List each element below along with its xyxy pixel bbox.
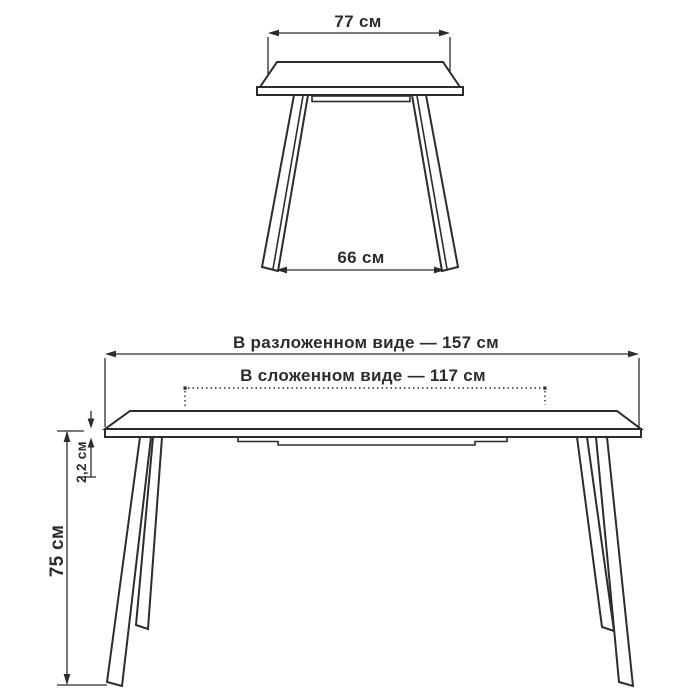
tabletop-top-surface — [105, 411, 641, 429]
tabletop-top-surface — [260, 62, 460, 87]
dotted-end-right — [543, 387, 546, 390]
feet-span-label: 66 см — [337, 248, 385, 267]
apron-bar — [312, 96, 410, 102]
arrow-down-icon — [88, 419, 95, 429]
left-leg — [262, 95, 308, 271]
arrow-right-icon — [439, 30, 450, 37]
compact-length-dimension — [184, 366, 547, 408]
arrow-left-icon — [268, 30, 279, 37]
extended-length-label: В разложенном виде — 157 см — [232, 333, 500, 352]
arrow-up-icon — [64, 431, 71, 442]
extension-leaf-box — [238, 437, 507, 445]
arrow-left-icon — [105, 351, 116, 358]
tabletop-front-edge — [257, 87, 463, 95]
height-label: 75 см — [47, 524, 68, 578]
thickness-dimension — [74, 411, 96, 483]
table-side-view — [47, 333, 641, 686]
thickness-label: 2,2 см — [74, 441, 89, 483]
arrow-right-icon — [628, 351, 639, 358]
tabletop-front-edge — [105, 429, 641, 437]
feet-span-dimension — [276, 248, 445, 273]
table-end-view — [257, 12, 463, 273]
dotted-end-left — [184, 387, 187, 390]
right-leg — [412, 95, 458, 271]
top-width-label: 77 см — [334, 12, 382, 31]
compact-length-label: В сложенном виде — 117 см — [240, 366, 486, 385]
arrow-down-icon — [64, 674, 71, 685]
